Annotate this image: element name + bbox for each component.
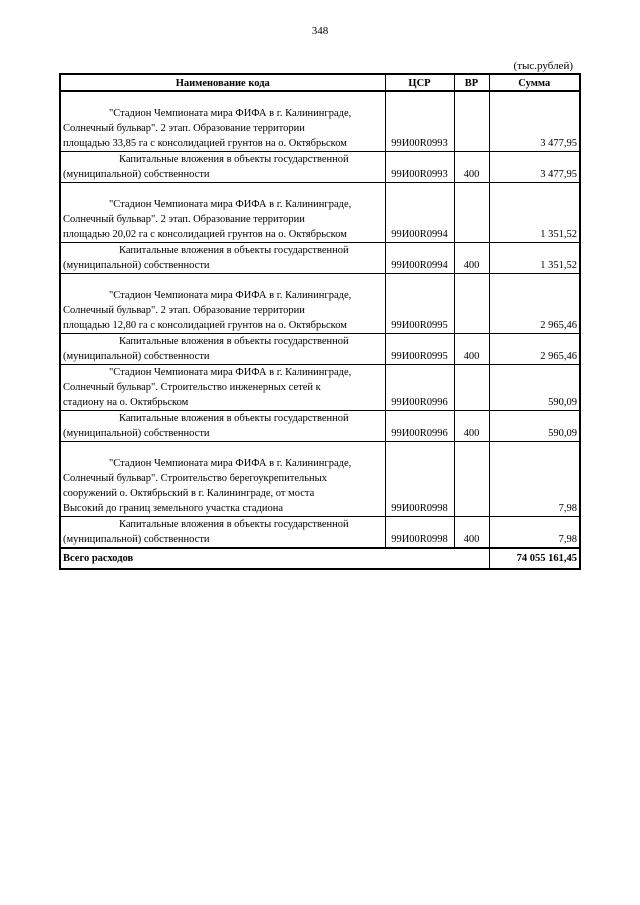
row-name: "Стадион Чемпионата мира ФИФА в г. Калининграде, Солнечный бульвар". Строительство инженерных сетей к стадиону на о. Октябрьском <box>60 365 385 411</box>
row-vr: 400 <box>454 411 489 442</box>
table-row <box>60 365 580 411</box>
table-row <box>60 274 580 334</box>
units-label: (тыс.рублей) <box>513 60 573 72</box>
header-csr: ЦСР <box>385 74 454 91</box>
row-name: Капитальные вложения в объекты государственной (муниципальной) собственности <box>60 517 385 549</box>
header-sum: Сумма <box>489 74 580 91</box>
row-sum: 3 477,95 <box>489 91 580 152</box>
row-vr: 400 <box>454 334 489 365</box>
row-name: "Стадион Чемпионата мира ФИФА в г. Калининграде, Солнечный бульвар". 2 этап. Образование территории площадью 33,85 га с консолидацией грунтов на о. Октябрьском <box>60 91 385 152</box>
header-name: Наименование кода <box>60 74 385 91</box>
row-name: Капитальные вложения в объекты государственной (муниципальной) собственности <box>60 152 385 183</box>
row-sum: 590,09 <box>489 365 580 411</box>
table-row <box>60 411 580 442</box>
row-csr: 99И00R0996 <box>385 411 454 442</box>
total-row <box>60 548 580 569</box>
header-vr: ВР <box>454 74 489 91</box>
row-vr: 400 <box>454 517 489 549</box>
row-sum: 2 965,46 <box>489 334 580 365</box>
row-csr: 99И00R0993 <box>385 91 454 152</box>
row-name: Капитальные вложения в объекты государственной (муниципальной) собственности <box>60 334 385 365</box>
row-csr: 99И00R0994 <box>385 243 454 274</box>
row-csr: 99И00R0993 <box>385 152 454 183</box>
row-csr: 99И00R0998 <box>385 442 454 517</box>
row-csr: 99И00R0996 <box>385 365 454 411</box>
page-number: 348 <box>311 25 329 37</box>
row-sum: 3 477,95 <box>489 152 580 183</box>
row-name: Капитальные вложения в объекты государственной (муниципальной) собственности <box>60 243 385 274</box>
row-sum: 1 351,52 <box>489 243 580 274</box>
table-row <box>60 91 580 152</box>
row-csr: 99И00R0994 <box>385 183 454 243</box>
table-row <box>60 152 580 183</box>
row-sum: 590,09 <box>489 411 580 442</box>
row-sum: 7,98 <box>489 517 580 549</box>
table-row <box>60 334 580 365</box>
row-vr <box>454 442 489 517</box>
row-name: Капитальные вложения в объекты государственной (муниципальной) собственности <box>60 411 385 442</box>
table-row <box>60 243 580 274</box>
row-sum: 1 351,52 <box>489 183 580 243</box>
row-sum: 2 965,46 <box>489 274 580 334</box>
table-row <box>60 183 580 243</box>
table-header-row <box>60 74 580 91</box>
row-vr <box>454 183 489 243</box>
row-csr: 99И00R0998 <box>385 517 454 549</box>
total-label: Всего расходов <box>60 548 489 569</box>
table-row <box>60 442 580 517</box>
row-name: "Стадион Чемпионата мира ФИФА в г. Калининграде, Солнечный бульвар". Строительство берегоукрепительных сооружений о. Октябрьский в г. Калининграде, от моста Высокий до границ земельного участка стадиона <box>60 442 385 517</box>
row-vr: 400 <box>454 243 489 274</box>
table-row <box>60 517 580 549</box>
row-vr: 400 <box>454 152 489 183</box>
budget-table <box>59 73 581 570</box>
row-name: "Стадион Чемпионата мира ФИФА в г. Калининграде, Солнечный бульвар". 2 этап. Образование территории площадью 20,02 га с консолидацией грунтов на о. Октябрьском <box>60 183 385 243</box>
total-sum: 74 055 161,45 <box>489 548 580 569</box>
row-vr <box>454 274 489 334</box>
row-vr <box>454 365 489 411</box>
row-csr: 99И00R0995 <box>385 274 454 334</box>
row-name: "Стадион Чемпионата мира ФИФА в г. Калининграде, Солнечный бульвар". 2 этап. Образование территории площадью 12,80 га с консолидацией грунтов на о. Октябрьском <box>60 274 385 334</box>
row-sum: 7,98 <box>489 442 580 517</box>
row-csr: 99И00R0995 <box>385 334 454 365</box>
row-vr <box>454 91 489 152</box>
